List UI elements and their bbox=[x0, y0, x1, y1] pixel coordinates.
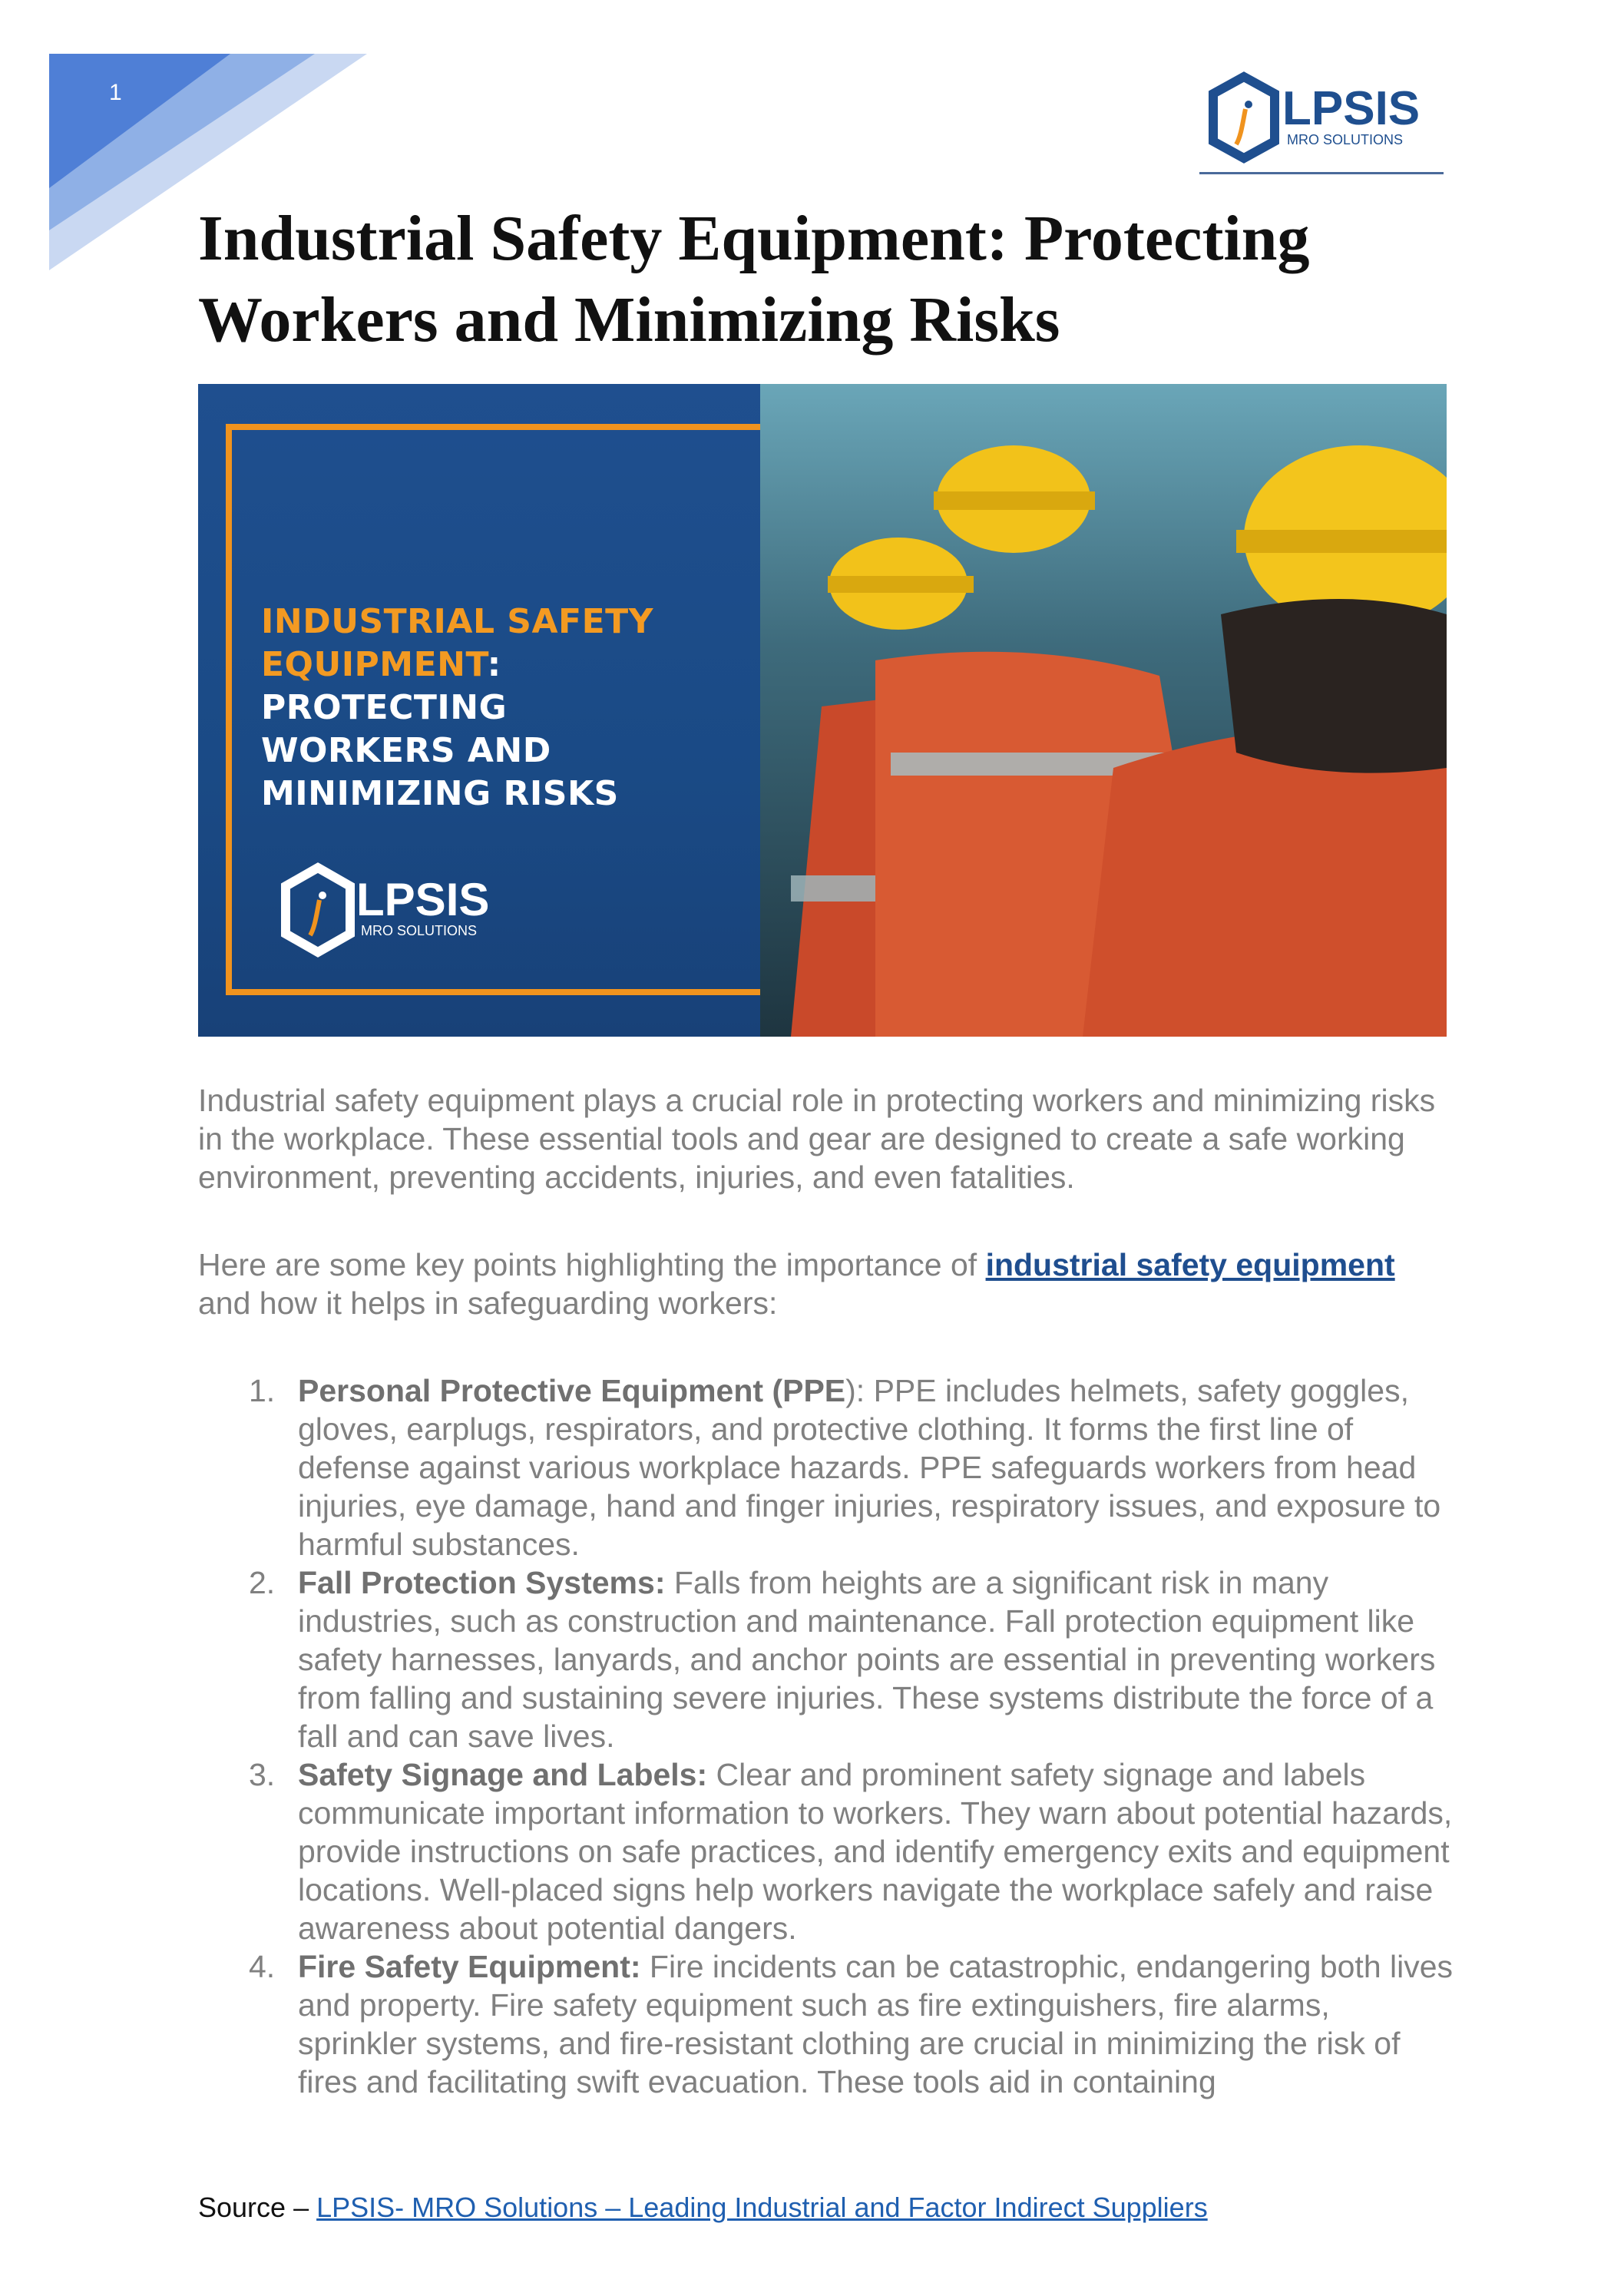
list-item-text: ): PPE includes helmets, safety goggles, gloves, earplugs, respirators, and protective clothing. It forms the first line of defense against various workplace hazards. PPE safeguards workers from head injuries, eye damage, hand and finger injuries, respiratory issues, and exposure to harmful substances. bbox=[298, 1373, 1441, 1562]
hero-logo-tagline: MRO SOLUTIONS bbox=[361, 923, 478, 938]
hero-line-3: WORKERS AND bbox=[261, 731, 551, 770]
key-points-list bbox=[198, 1371, 1457, 2101]
list-item bbox=[198, 1755, 1457, 1947]
page-number: 1 bbox=[109, 80, 122, 105]
list-item-heading: Personal Protective Equipment (PPE bbox=[298, 1373, 846, 1408]
key-points-paragraph bbox=[198, 1246, 1442, 1322]
hero-line-4: MINIMIZING RISKS bbox=[261, 774, 619, 813]
lpsis-logo bbox=[1198, 71, 1451, 178]
page-title: Industrial Safety Equipment: Protecting Workers and Minimizing Risks bbox=[198, 203, 1310, 356]
hero-line-1: INDUSTRIAL SAFETY bbox=[261, 602, 654, 641]
hero-line-2-rest: : PROTECTING bbox=[261, 645, 508, 727]
key-points-tail: and how it helps in safeguarding workers: bbox=[198, 1285, 778, 1321]
list-item-heading: Safety Signage and Labels: bbox=[298, 1757, 708, 1792]
list-item-text: Falls from heights are a significant risk in many industries, such as construction and maintenance. Fall protection equipment like safety harnesses, lanyards, and anchor points are essential in preventing workers from falling and sustaining severe injuries. These systems distribute the force of a fall and can save lives. bbox=[298, 1565, 1436, 1754]
hero-image bbox=[198, 384, 1447, 1037]
source-footer bbox=[198, 2192, 1208, 2224]
list-item bbox=[198, 1563, 1457, 1755]
hero-logo-name: LPSIS bbox=[356, 874, 490, 925]
hero-line-2-orange: EQUIPMENT bbox=[261, 645, 488, 684]
source-prefix: Source – bbox=[198, 2192, 317, 2223]
source-link[interactable]: LPSIS- MRO Solutions – Leading Industrial and Factor Indirect Suppliers bbox=[316, 2192, 1208, 2223]
logo-tagline: MRO SOLUTIONS bbox=[1287, 132, 1404, 147]
list-item-text: Clear and prominent safety signage and labels communicate important information to workers. They warn about potential hazards, provide instructions on safe practices, and identify emergency exits and equipment locations. Well-placed signs help workers navigate the workplace safely and raise awareness about potential dangers. bbox=[298, 1757, 1453, 1946]
logo-name: LPSIS bbox=[1282, 82, 1421, 135]
key-points-lead: Here are some key points highlighting the importance of bbox=[198, 1247, 986, 1282]
list-item-number: 1. bbox=[249, 1373, 276, 1408]
list-item-heading: Fall Protection Systems: bbox=[298, 1565, 666, 1600]
hero-logo bbox=[272, 860, 518, 968]
hero-headline bbox=[261, 600, 752, 816]
hero-line-2 bbox=[261, 643, 752, 729]
list-item-number: 2. bbox=[249, 1565, 276, 1600]
list-item bbox=[198, 1371, 1457, 1563]
list-item bbox=[198, 1947, 1457, 2101]
intro-paragraph: Industrial safety equipment plays a crucial role in protecting workers and minimizing risks in the workplace. These essential tools and gear are designed to create a safe working environment, preventing accidents, injuries, and even fatalities. bbox=[198, 1083, 1436, 1195]
hero-blue-panel bbox=[198, 384, 760, 1037]
workers-photo bbox=[760, 384, 1447, 1037]
list-item-heading: Fire Safety Equipment: bbox=[298, 1949, 641, 1984]
list-item-number: 4. bbox=[249, 1949, 276, 1984]
worker-body-right bbox=[1083, 727, 1447, 1037]
list-item-text: Fire incidents can be catastrophic, endangering both lives and property. Fire safety equipment such as fire extinguishers, fire alarms, sprinkler systems, and fire-resistant clothing are crucial in minimizing the risk of fires and facilitating swift evacuation. These tools aid in containing bbox=[298, 1949, 1454, 2099]
industrial-safety-equipment-link[interactable]: industrial safety equipment bbox=[985, 1247, 1395, 1282]
logo-underline bbox=[1199, 172, 1444, 174]
list-item-number: 3. bbox=[249, 1757, 276, 1792]
